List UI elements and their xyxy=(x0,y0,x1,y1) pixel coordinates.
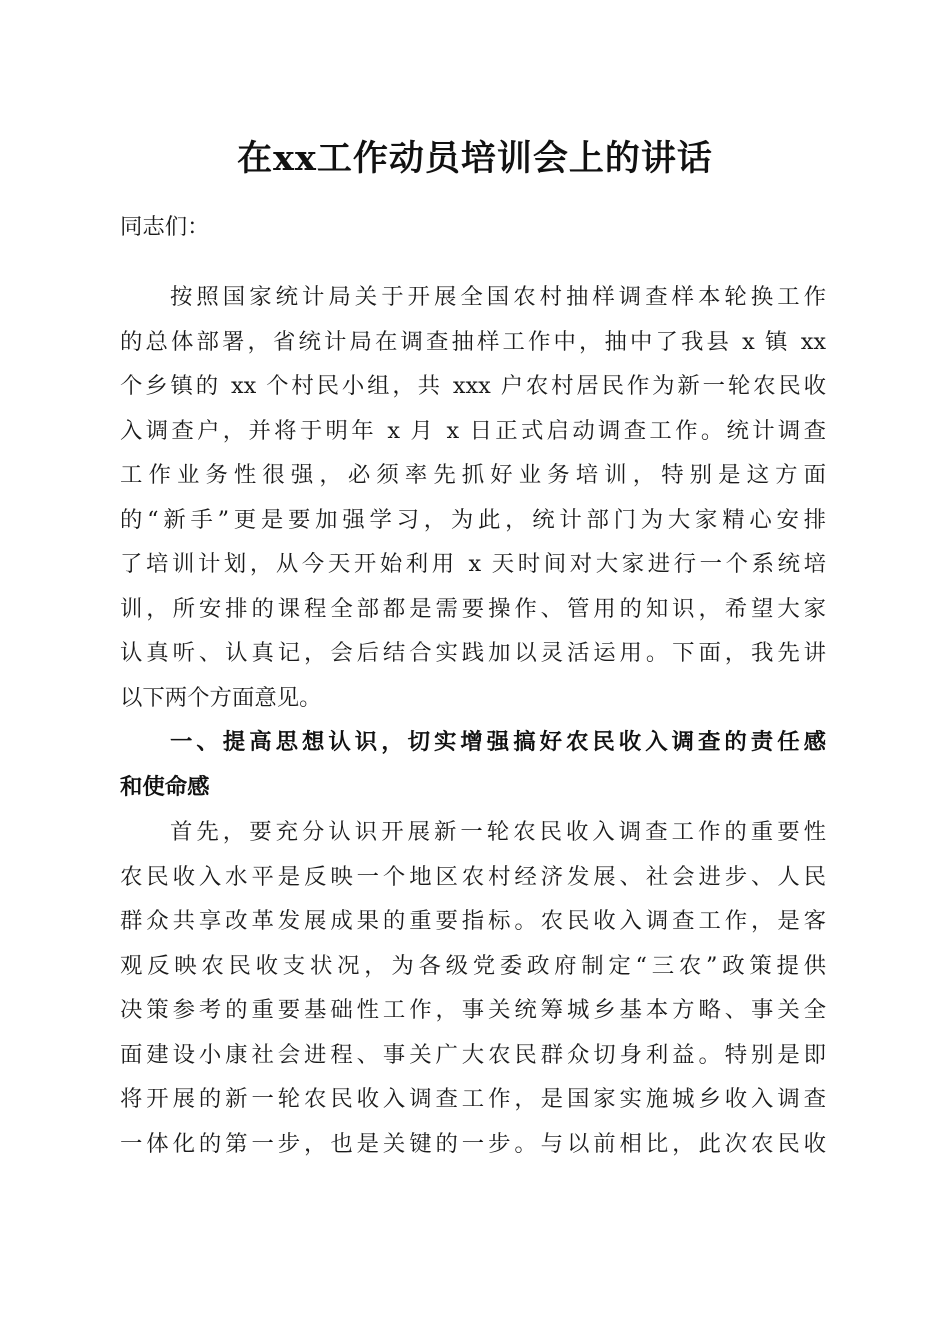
paragraph-line: 训，所安排的课程全部都是需要操作、管用的知识，希望大家 xyxy=(120,595,826,622)
paragraph-line: 将开展的新一轮农民收入调查工作，是国家实施城乡收入调查 xyxy=(120,1086,826,1112)
paragraph-line: 工作业务性很强，必须率先抓好业务培训，特别是这方面 xyxy=(120,462,826,488)
paragraph-line: 认真听、认真记，会后结合实践加以灵活运用。下面，我先讲 xyxy=(120,640,826,666)
paragraph-line: 首先，要充分认识开展新一轮农民收入调查工作的重要性 xyxy=(170,819,826,845)
paragraph-line: 农民收入水平是反映一个地区农村经济发展、社会进步、人民 xyxy=(120,863,826,890)
paragraph-line: 的总体部署，省统计局在调查抽样工作中，抽中了我县 x 镇 xx xyxy=(120,328,826,355)
paragraph-line: 决策参考的重要基础性工作，事关统筹城乡基本方略、事关全 xyxy=(120,997,826,1023)
paragraph-line: 入调查户，并将于明年 x 月 x 日正式启动调查工作。统计调查 xyxy=(120,417,826,444)
paragraph-line: 的“新手”更是要加强学习，为此，统计部门为大家精心安排 xyxy=(120,506,826,533)
paragraph-line: 一体化的第一步，也是关键的一步。与以前相比，此次农民收 xyxy=(120,1130,826,1157)
paragraph-line: 了培训计划，从今天开始利用 x 天时间对大家进行一个系统培 xyxy=(120,551,826,577)
section-heading-1 xyxy=(120,720,826,809)
paragraph-1 xyxy=(120,275,826,720)
salutation-line: 同志们： xyxy=(120,214,210,240)
paragraph-line: 观反映农民收支状况，为各级党委政府制定“三农”政策提供 xyxy=(120,952,826,979)
heading-line: 一、提高思想认识，切实增强搞好农民收入调查的责任感 xyxy=(170,729,826,755)
document-title: 在xx工作动员培训会上的讲话 xyxy=(237,138,713,179)
heading-line: 和使命感 xyxy=(120,773,210,800)
paragraph-line: 群众共享改革发展成果的重要指标。农民收入调查工作，是客 xyxy=(120,908,826,934)
paragraph-line: 个乡镇的 xx 个村民小组，共 xxx 户农村居民作为新一轮农民收 xyxy=(120,373,826,399)
paragraph-2 xyxy=(120,810,826,1166)
paragraph-line: 以下两个方面意见。 xyxy=(120,684,322,711)
salutation xyxy=(120,205,826,250)
paragraph-line: 面建设小康社会进程、事关广大农民群众切身利益。特别是即 xyxy=(120,1041,826,1068)
paragraph-line: 按照国家统计局关于开展全国农村抽样调查样本轮换工作 xyxy=(170,284,826,310)
